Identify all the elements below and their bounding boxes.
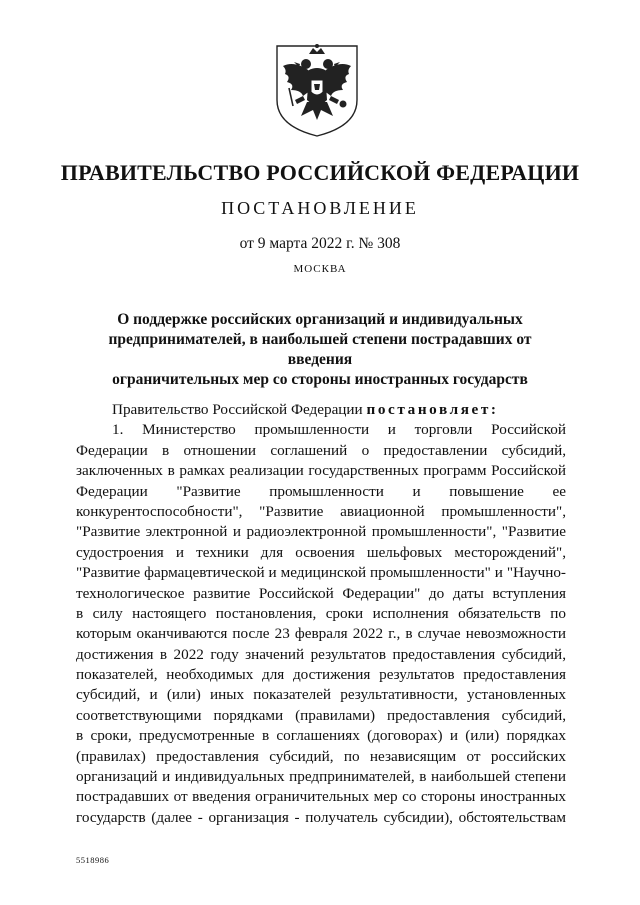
paragraph-line: в сроки, предусмотренные в соглашениях (договорах) и (или) порядках [76,727,566,745]
heading-line: О поддержке российских организаций и индивидуальных [117,311,523,328]
paragraph-line: судостроения и техники для освоения шельфовых месторождений", [76,543,566,561]
paragraph-line: Федерации "Развитие промышленности и повышение ее [76,482,566,500]
preamble-verb: постановляет: [366,401,499,418]
paragraph-line: государств (далее - организация - получатель субсидии), обстоятельствам [76,808,566,826]
preamble-prefix: Правительство Российской Федерации [112,401,367,418]
russian-coat-of-arms-icon [273,40,361,138]
paragraph-line: 1. Министерство промышленности и торговли Российской [112,421,566,439]
document-heading [78,310,562,390]
document-date-number: от 9 марта 2022 г. № 308 [239,235,401,252]
paragraph-line: заключенных в рамках реализации государственных программ Российской [76,462,566,480]
heading-line: ограничительных мер со стороны иностранных государств [112,371,528,388]
paragraph-line: соответствующими порядками (правилами) предоставления субсидий, [76,706,566,724]
heading-line: предпринимателей, в наибольшей степени пострадавших от введения [108,331,532,368]
paragraph-line: в силу настоящего постановления, сроки исполнения обязательств по [76,604,566,622]
document-body [76,400,566,828]
paragraph-line: конкурентоспособности", "Развитие авиационной промышленности", [76,502,566,520]
paragraph-line: организаций и индивидуальных предпринимателей, в наибольшей степени [76,768,566,786]
paragraph-line: (правилах) предоставления субсидий, по независящим от российских [76,747,566,765]
paragraph-line: которым оканчиваются после 23 февраля 2022 г., в случае невозможности [76,625,566,643]
government-title: ПРАВИТЕЛЬСТВО РОССИЙСКОЙ ФЕДЕРАЦИИ [60,160,580,185]
document-type: ПОСТАНОВЛЕНИЕ [221,198,419,218]
paragraph-line: показателей, необходимых для достижения результатов предоставления [76,666,566,684]
paragraph-line: технологическое развитие Российской Федерации" до даты вступления [76,584,566,602]
document-city: МОСКВА [293,263,347,275]
paragraph-line: "Развитие фармацевтической и медицинской промышленности" и "Научно- [76,564,566,582]
paragraph-line: пострадавших от введения ограничительных мер со стороны иностранных [76,788,566,806]
paragraph-line: субсидий, и (или) иных показателей результативности, установленных [76,686,566,704]
paragraph-line: Федерации в отношении соглашений о предоставлении субсидий, [76,441,566,459]
preamble [76,400,566,420]
document-code: 5518986 [76,855,110,865]
paragraph-line: достижения в 2022 году значений результатов предоставления субсидий, [76,645,566,663]
paragraph-line: "Развитие электронной и радиоэлектронной промышленности", "Развитие [76,523,566,541]
